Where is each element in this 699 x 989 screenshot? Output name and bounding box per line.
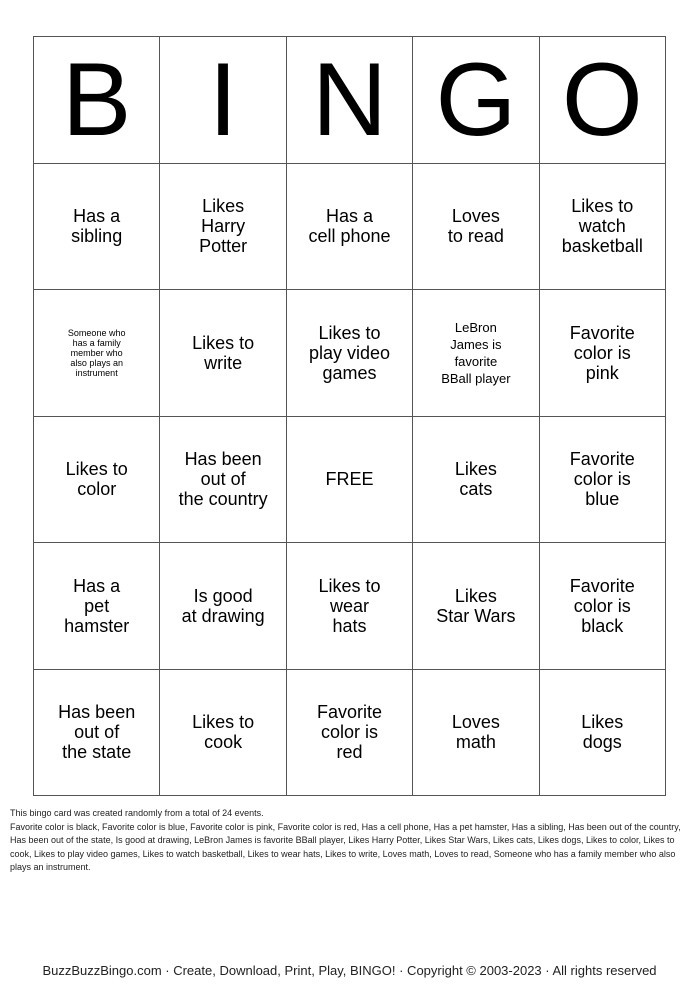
bingo-cell: Likes to write [160, 290, 286, 417]
event-list: Favorite color is black, Favorite color is blue, Favorite color is pink, Favorite color is red, Has a cell phone, Has a pet hamster, Has a sibling, Has been out of the country, Has been out of the state, Is good at drawing, LeBron James is favorite BBall player, Likes Harry Potter, Likes Star Wars, Likes cats, Likes dogs, Likes to color, Likes to cook, Likes to play video games, Likes to watch basketball, Likes to wear hats, Likes to write, Loves math, Loves to read, Someone who has a family member who also plays an instrument. [10, 821, 681, 872]
bingo-cell: Likes to watch basketball [540, 164, 666, 291]
bingo-cell: Loves to read [413, 164, 539, 291]
bingo-cell: Favorite color is red [287, 670, 413, 797]
bingo-cell: Has been out of the state [34, 670, 160, 797]
bingo-cell: Is good at drawing [160, 543, 286, 670]
bingo-card [33, 36, 666, 796]
card-summary: This bingo card was created randomly from a total of 24 events. [10, 808, 264, 818]
bingo-cell: Has been out of the country [160, 417, 286, 544]
header-letter-i: I [160, 37, 286, 164]
bingo-cell: Has a pet hamster [34, 543, 160, 670]
header-letter-g: G [413, 37, 539, 164]
bingo-cell: Favorite color is pink [540, 290, 666, 417]
bingo-cell: Likes to cook [160, 670, 286, 797]
bingo-cell: Has a sibling [34, 164, 160, 291]
bingo-cell: Favorite color is black [540, 543, 666, 670]
header-letter-n: N [287, 37, 413, 164]
card-info [10, 807, 695, 875]
bingo-cell: Loves math [413, 670, 539, 797]
bingo-cell: LeBron James is favorite BBall player [413, 290, 539, 417]
bingo-cell: Someone who has a family member who also plays an instrument [34, 290, 160, 417]
bingo-cell: Likes cats [413, 417, 539, 544]
header-letter-o: O [540, 37, 666, 164]
footer-copyright: BuzzBuzzBingo.com · Create, Download, Print, Play, BINGO! · Copyright © 2003-2023 · All rights reserved [42, 963, 657, 978]
bingo-cell: Likes to color [34, 417, 160, 544]
bingo-cell: Likes Star Wars [413, 543, 539, 670]
bingo-cell: Likes to wear hats [287, 543, 413, 670]
bingo-cell: Likes to play video games [287, 290, 413, 417]
bingo-cell: Likes dogs [540, 670, 666, 797]
bingo-cell: Has a cell phone [287, 164, 413, 291]
header-letter-b: B [34, 37, 160, 164]
free-space-cell: FREE [287, 417, 413, 544]
bingo-cell: Likes Harry Potter [160, 164, 286, 291]
bingo-cell: Favorite color is blue [540, 417, 666, 544]
